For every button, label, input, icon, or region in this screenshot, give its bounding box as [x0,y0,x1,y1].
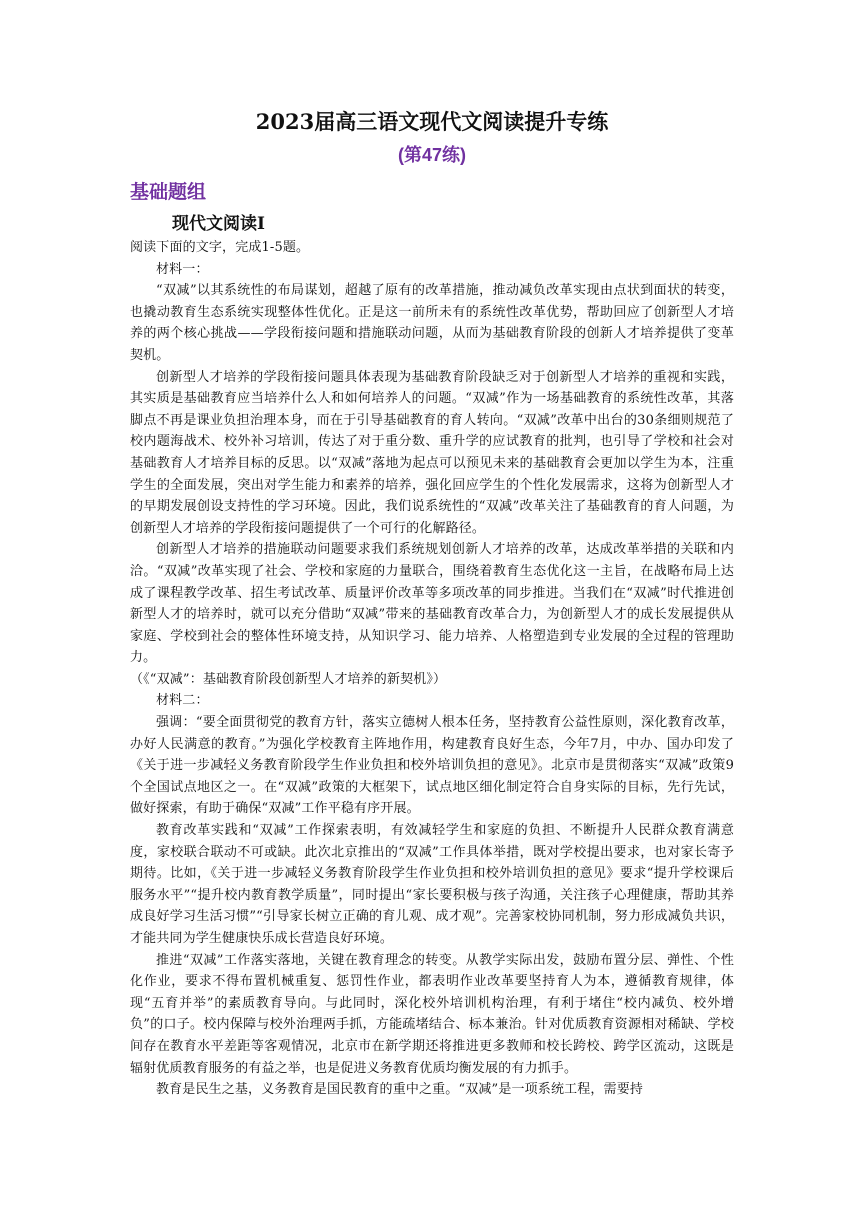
material-one-paragraph-3: 创新型人才培养的措施联动问题要求我们系统规划创新人才培养的改革，达成改革举措的关联和内洽。“双减”改革实现了社会、学校和家庭的力量联合，围绕着教育生态优化这一主旨，在战略布局上达成了课程教学改革、招生考试改革、质量评价改革等多项改革的同步推进。当我们在“双减”时代推进创新型人才的培养时，就可以充分借助“双减”带来的基础教育改革合力，为创新型人才的成长发展提供从家庭、学校到社会的整体性环境支持，从知识学习、能力培养、人格塑造到专业发展的全过程的管理助力。 [130,542,734,666]
material-one-label: 材料一： [156,261,209,277]
reading-passage [130,237,734,1101]
section-heading: 现代文阅读Ⅰ [172,214,265,234]
instruction-text: 阅读下面的文字，完成1-5题。 [130,240,310,255]
material-two-paragraph-1: 强调：“要全面贯彻党的教育方针，落实立德树人根本任务，坚持教育公益性原则，深化教育改革，办好人民满意的教育。”为强化学校教育主阵地作用，构建教育良好生态，今年7月，中办、国办印发了《关于进一步减轻义务教育阶段学生作业负担和校外培训负担的意见》。北京市是贯彻落实“双减”政策9个全国试点地区之一。在“双减”政策的大框架下，试点地区细化制定符合自身实际的目标，先行先试，做好探索，有助于确保“双减”工作平稳有序开展。 [130,715,734,817]
material-two-paragraph-3: 推进“双减”工作落实落地，关键在教育理念的转变。从教学实际出发，鼓励布置分层、弹性、个性化作业，要求不得布置机械重复、惩罚性作业，都表明作业改革要坚持育人为本，遵循教育规律，体现“五育并举”的素质教育导向。与此同时，深化校外培训机构治理，有利于堵住“校内减负、校外增负”的口子。校内保障与校外治理两手抓，方能疏堵结合、标本兼治。针对优质教育资源相对稀缺、学校间存在教育水平差距等客观情况，北京市在新学期还将推进更多教师和校长跨校、跨学区流动，这既是辐射优质教育服务的有益之举，也是促进义务教育优质均衡发展的有力抓手。 [130,952,734,1076]
material-two-label: 材料二： [156,693,209,709]
material-one-source: （《“双减”：基础教育阶段创新型人才培养的新契机》） [130,671,447,687]
material-one-paragraph-2: 创新型人才培养的学段衔接问题具体表现为基础教育阶段缺乏对于创新型人才培养的重视和实践，其实质是基础教育应当培养什么人和如何培养人的问题。“双减”作为一场基础教育的系统性改革，其落脚点不再是课业负担治理本身，而在于引导基础教育的育人转向。“双减”改革中出台的30条细则规范了校内题海战术、校外补习培训，传达了对于重分数、重升学的应试教育的批判，也引导了学校和社会对基础教育人才培养目标的反思。以“双减”落地为起点可以预见未来的基础教育会更加以学生为本，注重学生的全面发展，突出对学生能力和素养的培养，强化回应学生的个性化发展需求，这将为创新型人才的早期发展创设支持性的学习环境。因此，我们说系统性的“双减”改革关注了基础教育的育人问题，为创新型人才培养的学段衔接问题提供了一个可行的化解路径。 [130,369,734,536]
group-heading: 基础题组 [130,181,207,203]
document-subtitle: (第47练) [397,145,466,165]
material-two-paragraph-4: 教育是民生之基，义务教育是国民教育的重中之重。“双减”是一项系统工程，需要持 [156,1082,643,1098]
material-two-paragraph-2: 教育改革实践和“双减”工作探索表明，有效减轻学生和家庭的负担、不断提升人民群众教育满意度，家校联合联动不可或缺。此次北京推出的“双减”工作具体举措，既对学校提出要求，也对家长寄予期待。比如，《关于进一步减轻义务教育阶段学生作业负担和校外培训负担的意见》要求“提升学校课后服务水平”“提升校内教育教学质量”，同时提出“家长要积极与孩子沟通，关注孩子心理健康，帮助其养成良好学习生活习惯”“引导家长树立正确的育儿观、成才观”。完善家校协同机制，努力形成减负共识，才能共同为学生健康快乐成长营造良好环境。 [130,823,734,946]
material-one-paragraph-1: “双减”以其系统性的布局谋划，超越了原有的改革措施，推动减负改革实现由点状到面状的转变，也撬动教育生态系统实现整体性优化。正是这一前所未有的系统性改革优势，帮助回应了创新型人才培养的两个核心挑战——学段衔接问题和措施联动问题，从而为基础教育阶段的创新人才培养提供了变革契机。 [130,283,734,363]
document-title: 2023届高三语文现代文阅读提升专练 [255,109,609,134]
